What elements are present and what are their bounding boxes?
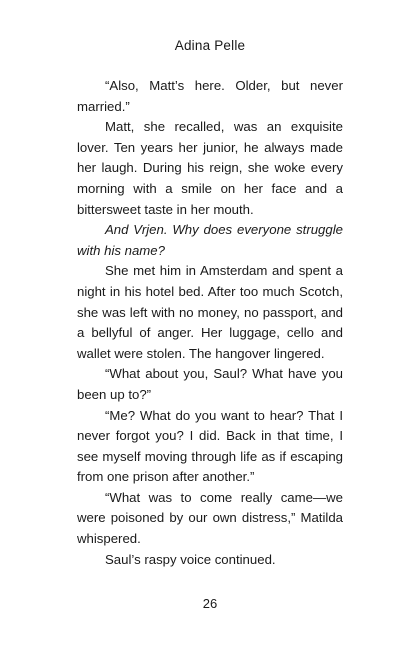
paragraph: “What was to come really came—we were poisoned by our own distress,” Matilda whispered. (77, 489, 343, 547)
paragraph: Matt, she recalled, was an exquisite lover. Ten years her junior, he always made her laugh. During his reign, she woke every morning with a smile on her face and a bittersweet taste in her mouth. (77, 119, 343, 217)
paragraph: “Also, Matt’s here. Older, but never married.” (77, 78, 343, 114)
body-text (77, 76, 343, 570)
paragraph: “Me? What do you want to hear? That I never forgot you? I did. Back in that time, I see myself moving through life as if escaping from one prison after another.” (77, 407, 343, 485)
paragraph: “What about you, Saul? What have you been up to?” (77, 366, 343, 402)
paragraph: She met him in Amsterdam and spent a night in his hotel bed. After too much Scotch, she was left with no money, no passport, and a bellyful of anger. Her luggage, cello and wallet were stolen. The hangover lingered. (77, 263, 343, 361)
running-header-author: Adina Pelle (174, 38, 246, 53)
paragraph: Saul’s raspy voice continued. (105, 551, 276, 567)
page-number: 26 (202, 596, 218, 611)
paragraph-italic: And Vrjen. Why does everyone struggle with his name? (77, 222, 343, 258)
